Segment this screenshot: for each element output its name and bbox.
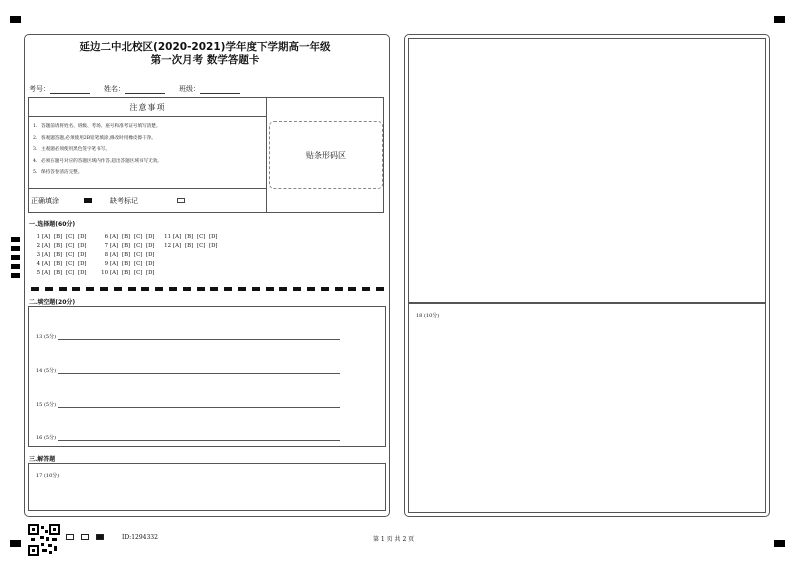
choice-question-1 [33,234,90,240]
question-number: 8 [104,252,108,258]
choice-option-bubble[interactable]: [B] [54,261,63,267]
sheet-id: ID:1294332 [122,534,158,541]
notice-item: 2. 客观题答题,必须使用2B铅笔填涂,修改时用橡皮擦干净。 [33,135,156,141]
blank-question-16: 16 (5分) [36,434,340,441]
dash-segment [210,287,218,291]
student-info-row [29,84,240,94]
dash-segment [31,287,39,291]
choice-option-bubble[interactable]: [D] [78,234,87,240]
barcode-area [269,121,383,189]
notice-heading: 注意事项 [129,103,166,112]
choice-option-bubble[interactable]: [A] [110,252,119,258]
choice-option-bubble[interactable]: [D] [146,252,155,258]
notice-item: 4. 必须在题号对应的答题区域内作答,超出答题区域书写无效。 [33,158,162,164]
dash-segment [335,287,343,291]
dash-segment [141,287,149,291]
registration-mark-bottom-left [10,540,21,547]
dash-segment [293,287,301,291]
choice-option-bubble[interactable]: [B] [122,261,131,267]
choice-question-5 [33,270,90,276]
blank-question-14: 14 (5分) [36,367,340,374]
choice-option-bubble[interactable]: [C] [134,261,143,267]
blank-answer-box [28,306,386,447]
choice-option-bubble[interactable]: [A] [110,234,119,240]
choice-question-9 [101,261,158,267]
blank-question-13: 13 (5分) [36,333,340,340]
notice-divider [266,97,267,213]
choice-option-bubble[interactable]: [D] [78,243,87,249]
notice-legend-divider [28,188,267,189]
answer-line[interactable] [58,368,340,374]
question-number: 4 [36,261,40,267]
choice-option-bubble[interactable]: [B] [185,243,194,249]
dash-segment [321,287,329,291]
choice-option-bubble[interactable]: [B] [54,270,63,276]
dash-segment [224,287,232,291]
dash-segment [183,287,191,291]
separator-dash-line [31,287,384,291]
registration-mark-top-right [774,16,785,23]
footer-square-mark [81,534,89,540]
question-number: 3 [36,252,40,258]
dash-segment [45,287,53,291]
choice-option-bubble[interactable]: [C] [197,243,206,249]
choice-question-12 [164,243,221,249]
footer-square-mark [96,534,104,540]
choice-option-bubble[interactable]: [A] [173,234,182,240]
question-number: 1 [36,234,40,240]
timing-mark [11,264,20,269]
choice-option-bubble[interactable]: [B] [122,252,131,258]
choice-option-bubble[interactable]: [C] [66,234,75,240]
question-number: 5 [36,270,40,276]
choice-question-11 [164,234,221,240]
choice-option-bubble[interactable]: [D] [146,243,155,249]
choice-section-heading: 一.选择题(60分) [29,221,76,228]
choice-question-6 [101,234,158,240]
dash-segment [128,287,136,291]
question-17-label: 17 (10分) [36,473,60,479]
choice-option-bubble[interactable]: [B] [54,252,63,258]
correct-fill-label: 正确填涂 [31,197,59,205]
choice-question-7 [101,243,158,249]
question-number: 11 [164,234,171,240]
dash-segment [238,287,246,291]
dash-segment [348,287,356,291]
choice-option-bubble[interactable]: [D] [78,270,87,276]
footer-square-mark [66,534,74,540]
registration-mark-bottom-right [774,540,785,547]
answer-line[interactable] [58,402,340,408]
question-18-label: 18 (10分) [416,313,440,319]
dash-segment [169,287,177,291]
choice-option-bubble[interactable]: [A] [42,252,51,258]
dash-segment [72,287,80,291]
choice-option-bubble[interactable]: [A] [110,243,119,249]
choice-option-bubble[interactable]: [B] [122,270,131,276]
question-number: 10 [101,270,108,276]
choice-option-bubble[interactable]: [B] [185,234,194,240]
choice-question-3 [33,252,90,258]
dash-segment [114,287,122,291]
choice-option-bubble[interactable]: [C] [134,270,143,276]
choice-option-bubble[interactable]: [C] [197,234,206,240]
dash-segment [362,287,370,291]
notice-item: 1. 答题前请将姓名、班级、考场、座号和准考证号填写清楚。 [33,124,161,129]
choice-option-bubble[interactable]: [D] [146,270,155,276]
choice-option-bubble[interactable]: [C] [66,270,75,276]
dash-segment [376,287,384,291]
dash-segment [307,287,315,291]
choice-option-bubble[interactable]: [B] [122,243,131,249]
choice-option-bubble[interactable]: [A] [42,234,51,240]
class-field[interactable]: 班级： [179,84,240,94]
answer-box-18[interactable] [408,303,766,513]
choice-option-bubble[interactable]: [B] [54,243,63,249]
answer-box-17[interactable] [28,463,386,511]
choice-option-bubble[interactable]: [D] [146,261,155,267]
choice-question-10 [101,270,158,276]
page-indicator: 第 1 页 共 2 页 [373,536,415,543]
absent-mark-label: 缺考标记 [110,197,138,205]
choice-option-bubble[interactable]: [A] [110,261,119,267]
exam-number-field[interactable]: 考号： [29,84,90,94]
timing-mark [11,255,20,260]
notice-item: 3. 主观题必须使用黑色签字笔书写。 [33,147,110,152]
choice-question-8 [101,252,158,258]
name-field[interactable]: 姓名： [104,84,165,94]
choice-option-bubble[interactable]: [D] [209,243,218,249]
dash-segment [279,287,287,291]
question-number: 7 [104,243,108,249]
choice-option-bubble[interactable]: [A] [42,270,51,276]
notice-item: 5. 保持答卷清洁完整。 [33,170,83,175]
qr-code-icon [28,524,60,556]
choice-option-bubble[interactable]: [A] [173,243,182,249]
sheet-title-line1: 延边二中北校区(2020-2021)学年度下学期高一年级 [79,41,331,53]
answer-box-17-continued[interactable] [408,38,766,303]
question-number: 2 [36,243,40,249]
choice-option-bubble[interactable]: [B] [54,234,63,240]
dash-segment [100,287,108,291]
choice-question-2 [33,243,90,249]
choice-option-bubble[interactable]: [C] [66,261,75,267]
timing-mark [11,246,20,251]
choice-option-bubble[interactable]: [B] [122,234,131,240]
choice-option-bubble[interactable]: [D] [78,252,87,258]
answer-line[interactable] [58,334,340,340]
question-number: 6 [104,234,108,240]
blank-section-heading: 二.填空题(20分) [29,299,76,306]
choice-option-bubble[interactable]: [A] [110,270,119,276]
timing-mark [11,237,20,242]
answer-section-heading: 三.解答题 [29,456,56,463]
answer-line[interactable] [58,435,340,441]
choice-option-bubble[interactable]: [D] [78,261,87,267]
choice-option-bubble[interactable]: [D] [146,234,155,240]
question-number: 9 [104,261,108,267]
choice-option-bubble[interactable]: [A] [42,243,51,249]
sheet-title-line2: 第一次月考 数学答题卡 [150,54,260,66]
notice-list [33,121,263,179]
timing-mark [11,273,20,278]
dash-segment [86,287,94,291]
registration-mark-top-left [10,16,21,23]
choice-option-bubble[interactable]: [C] [66,252,75,258]
choice-option-bubble[interactable]: [C] [134,243,143,249]
choice-option-bubble[interactable]: [A] [42,261,51,267]
dash-segment [155,287,163,291]
choice-question-4 [33,261,90,267]
absent-mark-box[interactable] [177,198,185,203]
choice-option-bubble[interactable]: [D] [209,234,218,240]
choice-option-bubble[interactable]: [C] [66,243,75,249]
question-number: 12 [164,243,171,249]
dash-segment [197,287,205,291]
dash-segment [266,287,274,291]
blank-question-15: 15 (5分) [36,401,340,408]
dash-segment [252,287,260,291]
dash-segment [59,287,67,291]
correct-fill-sample [84,198,92,203]
choice-option-bubble[interactable]: [C] [134,234,143,240]
barcode-label: 贴条形码区 [306,150,346,160]
choice-option-bubble[interactable]: [C] [134,252,143,258]
